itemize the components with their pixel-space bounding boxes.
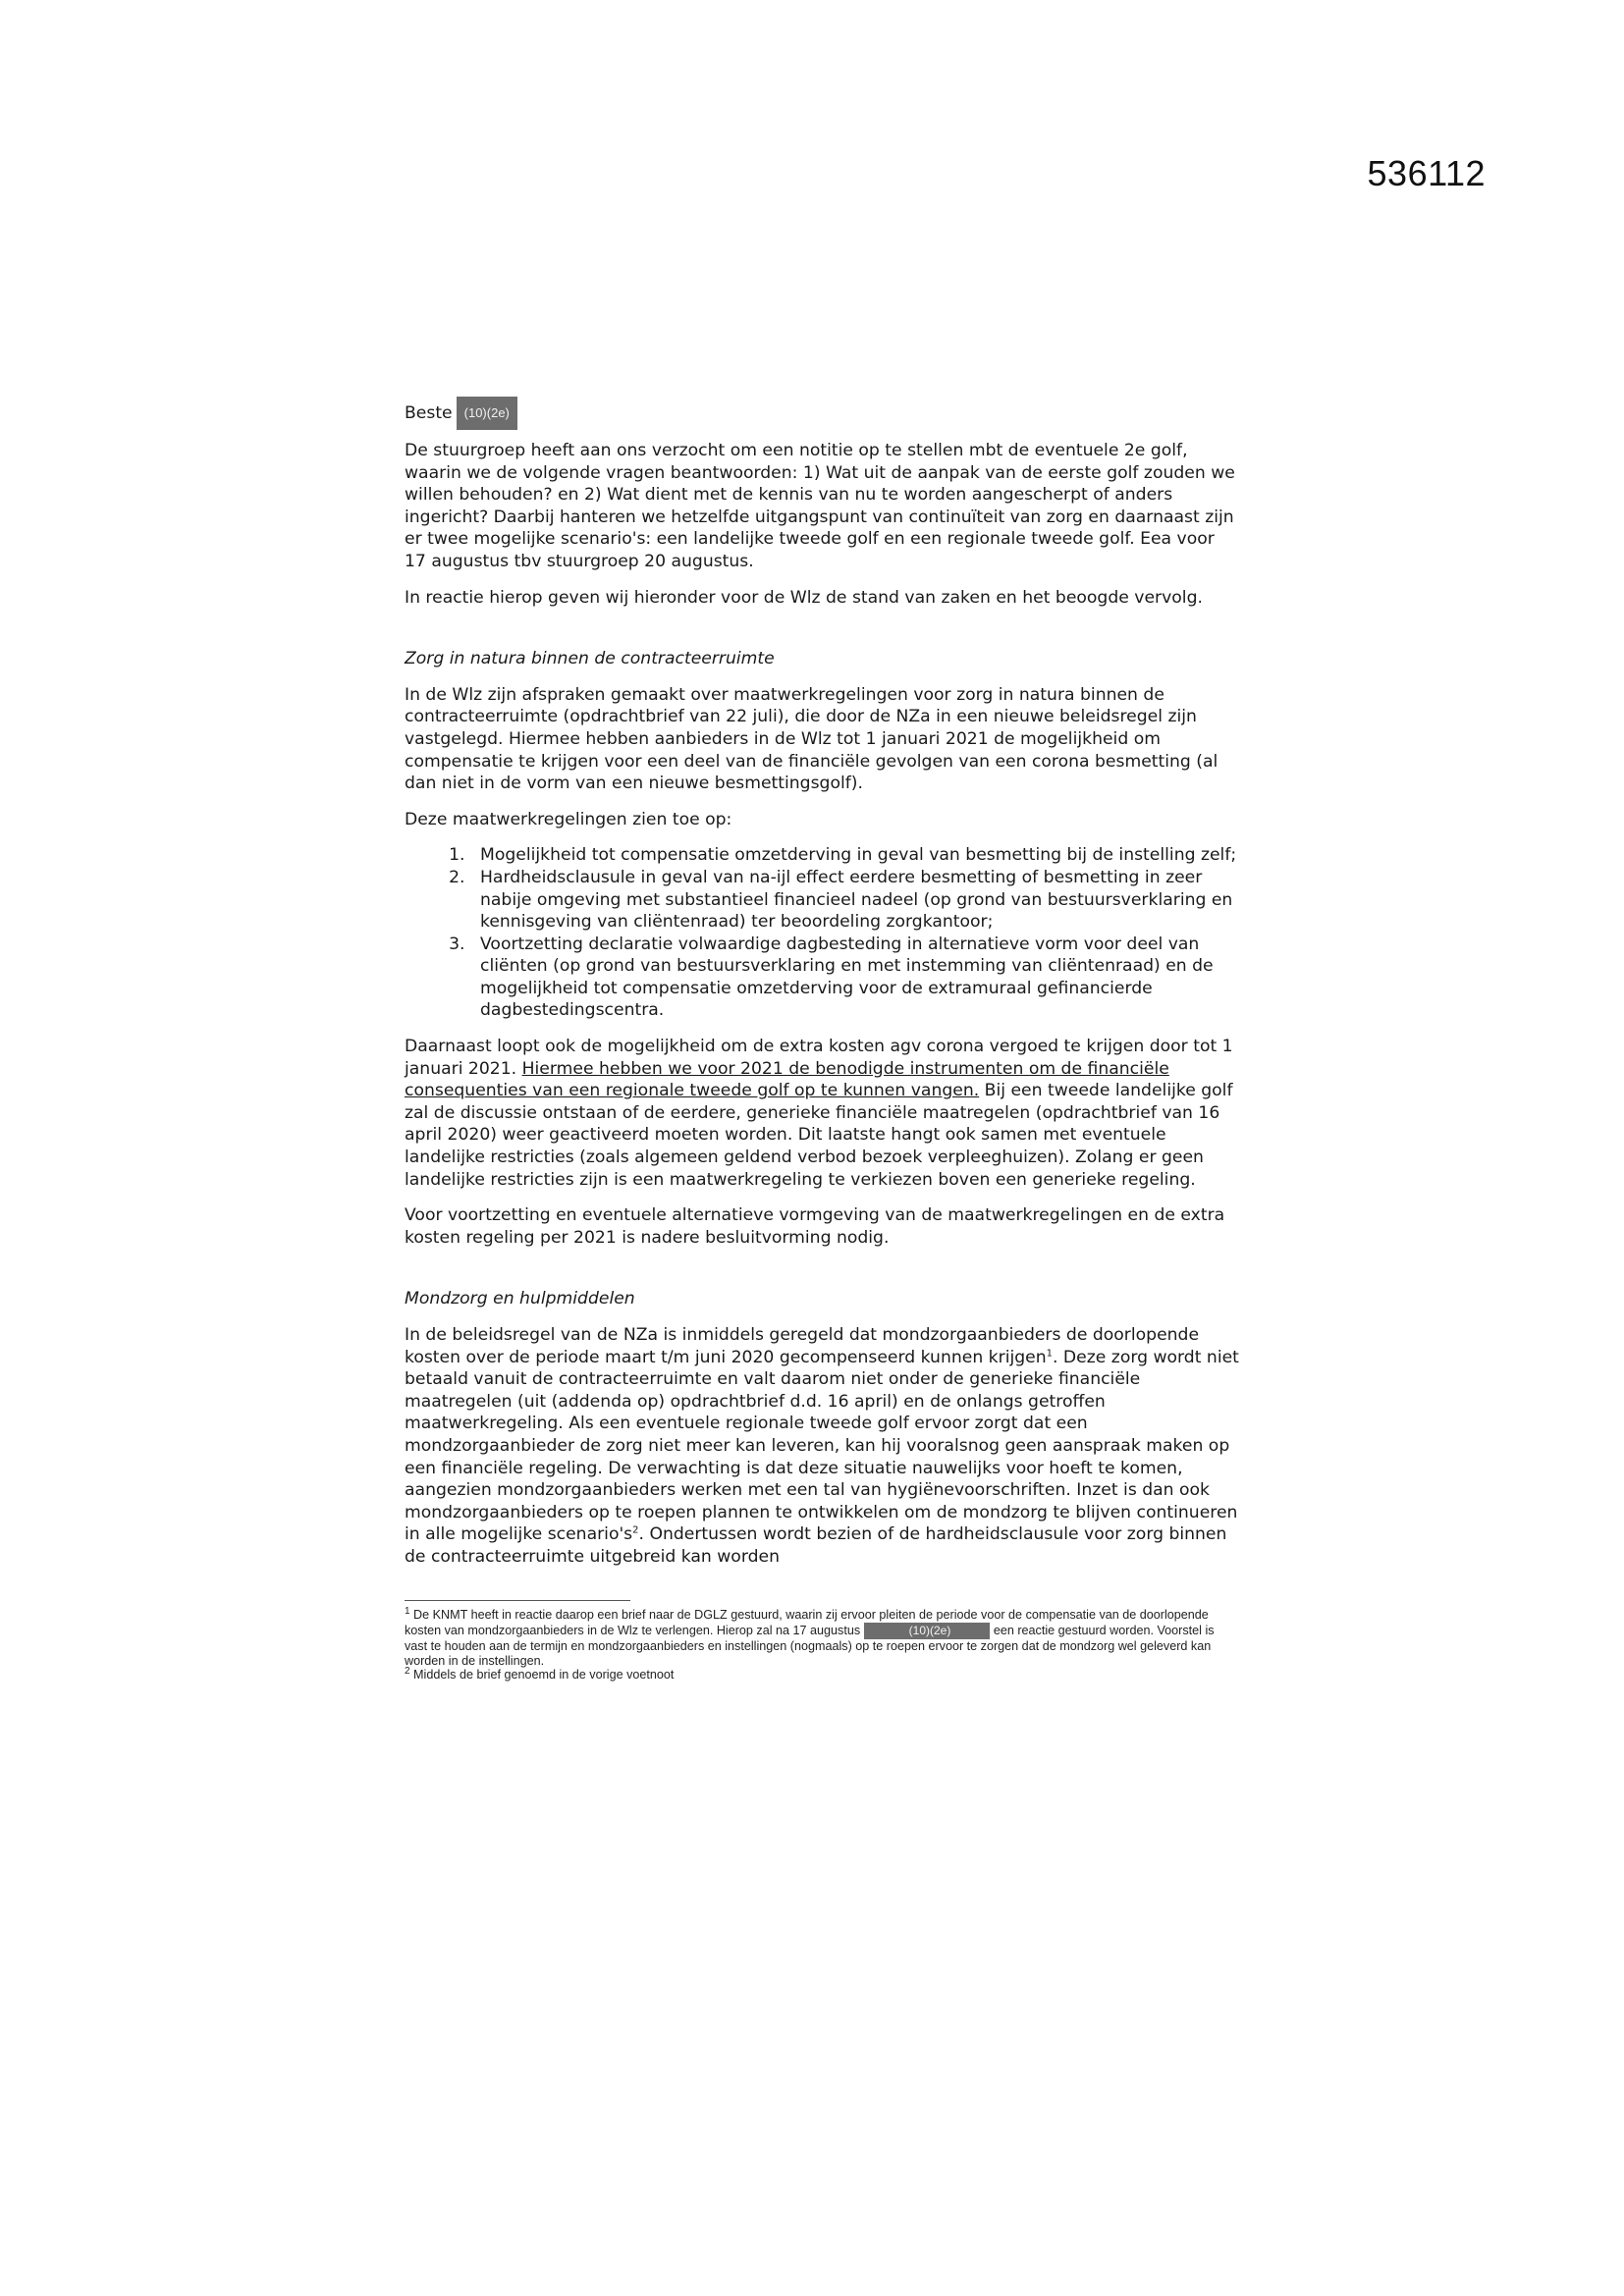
salutation [405, 397, 1239, 430]
footnote-number: 2 [405, 1666, 410, 1678]
redaction-box: (10)(2e) [864, 1623, 991, 1639]
body-paragraph [405, 1036, 1239, 1191]
list-intro: Deze maatwerkregelingen zien toe op: [405, 809, 732, 829]
section-heading: Mondzorg en hulpmiddelen [405, 1289, 635, 1309]
intro-paragraph: De stuurgroep heeft aan ons verzocht om een notitie op te stellen mbt de eventuele 2e golf, waarin we de volgende vragen beantwoorden: 1) Wat uit de aanpak van de eerste golf zouden we willen behouden? en 2) Wat dient met de kennis van nu te worden aangescherpt of anders ingericht? Daarbij hanteren we hetzelfde uitgangspunt van continuïteit van zorg en daarnaast zijn er twee mogelijke scenario's: een landelijke tweede golf en een regionale tweede golf. Eea voor 17 augustus tbv stuurgroep 20 augustus. [405, 441, 1235, 571]
footnotes [405, 1605, 1239, 1682]
footnote-text: De KNMT heeft in reactie daarop een brief naar de DGLZ gestuurd, waarin zij ervoor pleiten de periode voor de compensatie van de doorlopende kosten van mondzorgaanbieders in de Wlz te verlengen. Hierop zal na 17 augustus [405, 1608, 1209, 1637]
text-run: In de beleidsregel van de NZa is inmiddels geregeld dat mondzorgaanbieders de doorlopende kosten over de periode maart t/m juni 2020 gecompenseerd kunnen krijgen [405, 1325, 1200, 1367]
underlined-text: Hiermee hebben we voor 2021 de benodigde instrumenten om de financiële consequenties van een regionale tweede golf op te kunnen vangen. [405, 1058, 1169, 1101]
footnote-number: 1 [405, 1605, 410, 1617]
footnote-text: een reactie gestuurd worden. Voorstel is vast te houden aan de termijn en mondzorgaanbieders en instellingen (nogmaals) op te roepen ervoor te zorgen dat de mondzorg wel geleverd kan worden in de instellingen. [405, 1623, 1215, 1668]
text-run: . Deze zorg wordt niet betaald vanuit de contracteerruimte en valt daarom niet onder de generieke financiële maatregelen (uit (addenda op) opdrachtbrief d.d. 16 april) en de onlangs getroffen maatwerkregeling. Als een eventuele regionale tweede golf ervoor zorgt dat een mondzorgaanbieder de zorg niet meer kan leveren, kan hij vooralsnog geen aanspraak maken op een financiële regeling. De verwachting is dat deze situatie nauwelijks voor hoeft te komen, aangezien mondzorgaanbieders werken met een tal van hygiënevoorschriften. Inzet is dan ook mondzorgaanbieders op te roepen plannen te ontwikkelen om de mondzorg te blijven continueren in alle mogelijke scenario's [405, 1347, 1239, 1545]
list-item: 2. Hardheidsclausule in geval van na-ijl effect eerdere besmetting of besmetting in zeer nabije omgeving met substantieel financieel nadeel (op grond van bestuursverklaring en kennisgeving van cliëntenraad) ter beoordeling zorgkantoor; [470, 867, 1239, 934]
footnote [405, 1605, 1239, 1668]
list-item: 1. Mogelijkheid tot compensatie omzetderving in geval van besmetting bij de instelling zelf; [470, 844, 1239, 867]
footnote-reference: 1 [1046, 1347, 1053, 1359]
numbered-list [405, 844, 1239, 1022]
letter-body [405, 397, 1239, 1582]
section-heading: Zorg in natura binnen de contracteerruimte [405, 649, 775, 669]
body-paragraph [405, 1324, 1239, 1569]
body-paragraph: In de Wlz zijn afspraken gemaakt over maatwerkregelingen voor zorg in natura binnen de contracteerruimte (opdrachtbrief van 22 juli), die door de NZa in een nieuwe beleidsregel zijn vastgelegd. Hiermee hebben aanbieders in de Wlz tot 1 januari 2021 de mogelijkheid om compensatie te krijgen voor een deel van de financiële gevolgen van een corona besmetting (al dan niet in de vorm van een nieuwe besmettingsgolf). [405, 684, 1218, 794]
list-item: 3. Voortzetting declaratie volwaardige dagbesteding in alternatieve vorm voor deel van cliënten (op grond van bestuursverklaring en met instemming van cliëntenraad) en de mogelijkheid tot compensatie omzetderving voor de extramuraal gefinancierde dagbestedingscentra. [470, 934, 1239, 1022]
footnote-separator [405, 1600, 630, 1601]
footnote [405, 1668, 1239, 1682]
salutation-label: Beste [405, 403, 453, 423]
redaction-box: (10)(2e) [457, 397, 517, 430]
footnote-reference: 2 [632, 1524, 639, 1536]
text-run: Bij een tweede landelijke golf zal de discussie ontstaan of de eerdere, generieke financiële maatregelen (opdrachtbrief van 16 april 2020) weer geactiveerd moeten worden. Dit laatste hangt ook samen met eventuele landelijke restricties (zoals algemeen geldend verbod bezoek verpleeghuizen). Zolang er geen landelijke restricties zijn is een maatwerkregeling te verkiezen boven een generieke regeling. [405, 1081, 1233, 1190]
body-paragraph: Voor voortzetting en eventuele alternatieve vormgeving van de maatwerkregelingen en de extra kosten regeling per 2021 is nadere besluitvorming nodig. [405, 1205, 1225, 1248]
intro-paragraph: In reactie hierop geven wij hieronder voor de Wlz de stand van zaken en het beoogde vervolg. [405, 587, 1203, 608]
text-run: Daarnaast loopt ook de mogelijkheid om de extra kosten agv corona vergoed te krijgen door tot 1 januari 2021. [405, 1037, 1233, 1079]
footnote-text: Middels de brief genoemd in de vorige voetnoot [409, 1668, 675, 1682]
text-run: . Ondertussen wordt bezien of de hardheidsclausule voor zorg binnen de contracteerruimte uitgebreid kan worden [405, 1524, 1227, 1567]
document-number: 536112 [1367, 153, 1486, 193]
